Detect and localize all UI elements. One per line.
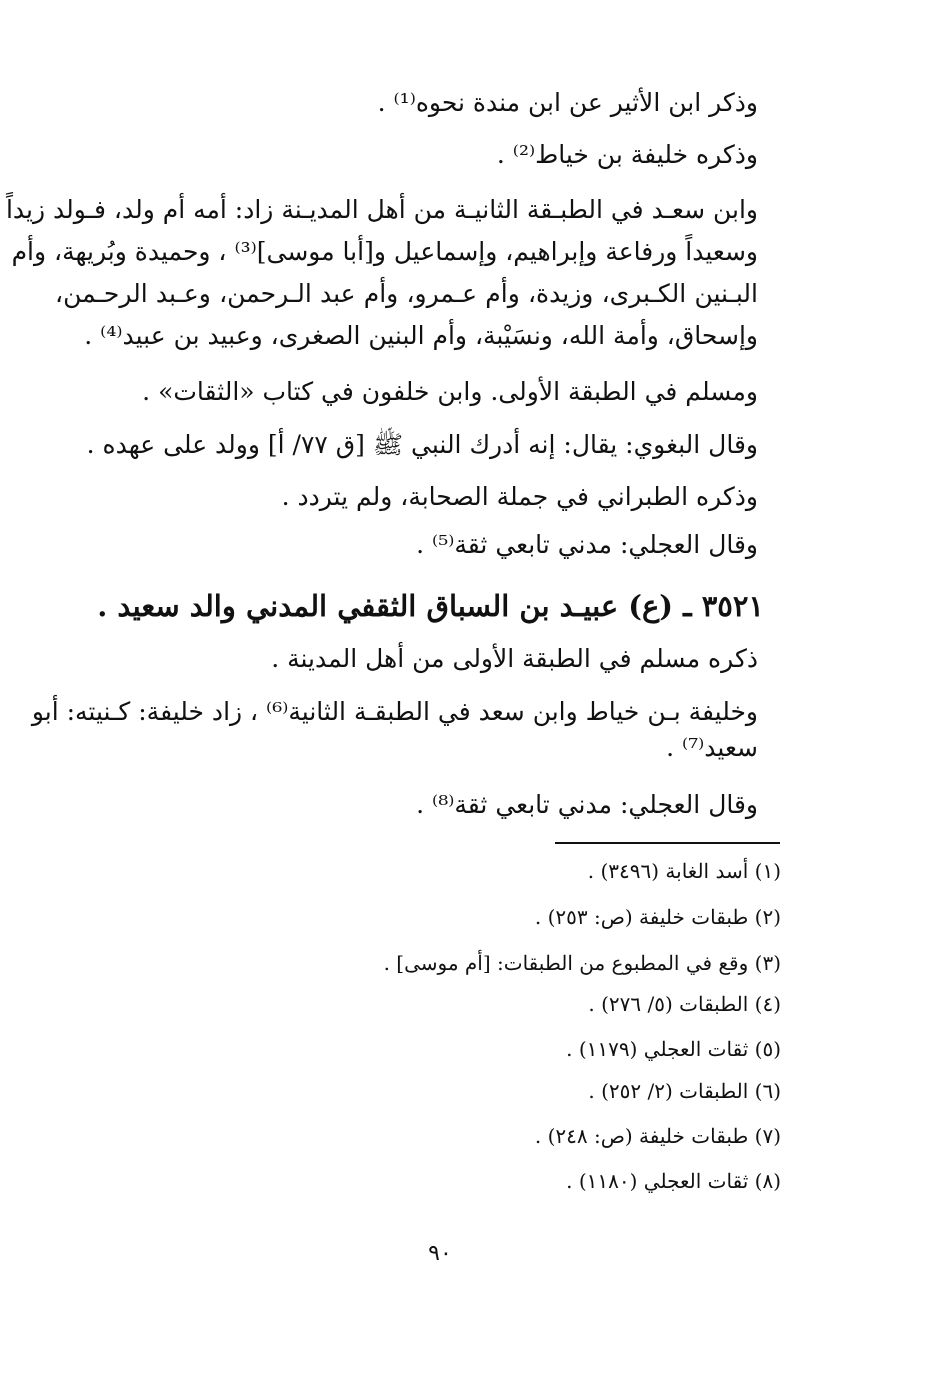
footnote: (١) أسد الغابة (٣٤٩٦) . [587,859,781,883]
footnote: (٧) طبقات خليفة (ص: ٢٤٨) . [534,1124,781,1148]
footnote: (٢) طبقات خليفة (ص: ٢٥٣) . [534,905,781,929]
body-paragraph: وقال العجلي: مدني تابعي ثقة⁽⁸⁾ . [416,790,758,819]
body-paragraph-line: وابن سعـد في الطبـقة الثانيـة من أهل المديـنة زاد: أمه أم ولد، فـولد زيداً [5,195,758,224]
body-paragraph: وقال العجلي: مدني تابعي ثقة⁽⁵⁾ . [416,530,758,559]
footnote: (٦) الطبقات (٢/ ٢٥٢) . [588,1079,781,1103]
body-paragraph-line: وسعيداً ورفاعة وإبراهيم، وإسماعيل و[أبا موسى]⁽³⁾ ، وحميدة وبُريهة، وأم [11,237,758,266]
body-paragraph-line: البـنين الكـبرى، وزيدة، وأم عـمرو، وأم عبد الـرحمن، وعـبد الرحـمن، [55,279,758,308]
page-number: ٩٠ [428,1241,452,1266]
body-paragraph: وقال البغوي: يقال: إنه أدرك النبي ﷺ [ق ٧٧/ أ] وولد على عهده . [86,430,758,459]
body-paragraph-line: سعيد⁽⁷⁾ . [666,733,758,762]
body-paragraph: ذكره مسلم في الطبقة الأولى من أهل المدينة . [271,644,758,673]
footnote: (٨) ثقات العجلي (١١٨٠) . [566,1169,781,1193]
body-paragraph-line: وإسحاق، وأمة الله، ونسَيْبة، وأم البنين الصغرى، وعبيد بن عبيد⁽⁴⁾ . [84,321,758,350]
body-paragraph: ومسلم في الطبقة الأولى. وابن خلفون في كتاب «الثقات» . [142,377,758,406]
footnote-separator [555,842,780,844]
body-paragraph: وذكر ابن الأثير عن ابن مندة نحوه⁽¹⁾ . [377,88,758,117]
body-paragraph: وذكره الطبراني في جملة الصحابة، ولم يتردد . [281,482,758,511]
footnote: (٣) وقع في المطبوع من الطبقات: [أم موسى] . [383,951,781,975]
footnote: (٤) الطبقات (٥/ ٢٧٦) . [588,992,781,1016]
footnote: (٥) ثقات العجلي (١١٧٩) . [566,1037,781,1061]
body-paragraph: وذكره خليفة بن خياط⁽²⁾ . [496,140,758,169]
body-paragraph-line: وخليفة بـن خياط وابن سعد في الطبقـة الثانية⁽⁶⁾ ، زاد خليفة: كـنيته: أبو [31,697,758,726]
entry-heading: ٣٥٢١ ـ (ع) عبيـد بن السباق الثقفي المدني والد سعيد . [97,589,764,623]
